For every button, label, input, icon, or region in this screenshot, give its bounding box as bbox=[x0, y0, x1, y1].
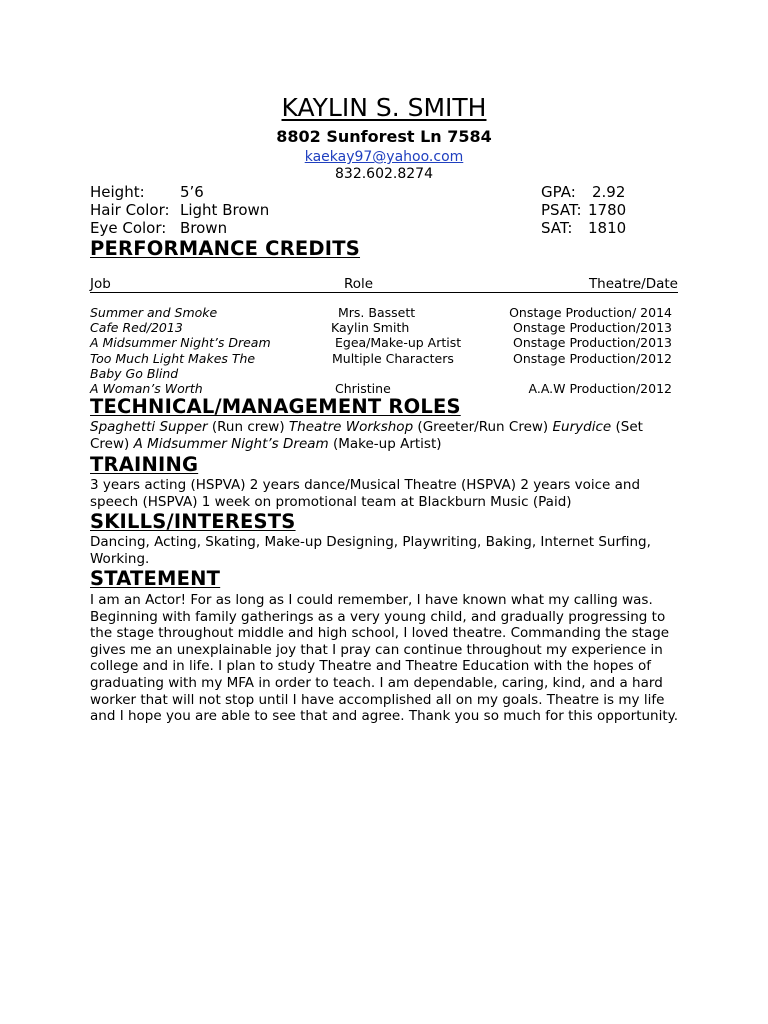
sat-value: 1810 bbox=[588, 219, 627, 237]
role-cell: Multiple Characters bbox=[332, 351, 454, 366]
skills-text: Dancing, Acting, Skating, Make-up Designing, Playwriting, Baking, Internet Surfing, Working. bbox=[90, 534, 651, 567]
technical-heading: TECHNICAL/MANAGEMENT ROLES bbox=[90, 395, 461, 418]
psat-value: 1780 bbox=[588, 201, 627, 219]
role-cell: Christine bbox=[335, 381, 391, 396]
performance-column-headers bbox=[90, 276, 678, 293]
theatre-cell: Onstage Production/2012 bbox=[513, 351, 672, 366]
sat-label: SAT: bbox=[541, 219, 573, 237]
role-cell: Mrs. Bassett bbox=[338, 305, 416, 320]
email[interactable] bbox=[90, 148, 678, 166]
hair-color-value: Light Brown bbox=[180, 201, 270, 219]
column-role: Role bbox=[344, 276, 374, 292]
show-title: Eurydice bbox=[552, 419, 612, 435]
psat-label: PSAT: bbox=[541, 201, 582, 219]
gpa-label: GPA: bbox=[541, 183, 576, 201]
address: 8802 Sunforest Ln 7584 bbox=[276, 127, 492, 146]
statement-heading: STATEMENT bbox=[90, 567, 221, 590]
show-title: Theatre Workshop bbox=[288, 419, 414, 435]
role-cell: Kaylin Smith bbox=[331, 320, 410, 335]
training-text: 3 years acting (HSPVA) 2 years dance/Musical Theatre (HSPVA) 2 years voice and speech (HSPVA) 1 week on promotional team at Blackburn Music (Paid) bbox=[90, 477, 641, 510]
candidate-name: KAYLIN S. SMITH bbox=[281, 93, 487, 122]
job-cell: Cafe Red/2013 bbox=[90, 320, 183, 335]
crew-role: (Set Crew) bbox=[90, 419, 643, 452]
height-value: 5’6 bbox=[180, 183, 204, 201]
gpa-value: 2.92 bbox=[592, 183, 626, 201]
theatre-cell: Onstage Production/2013 bbox=[513, 320, 672, 335]
phone: 832.602.8274 bbox=[335, 166, 433, 182]
theatre-cell: Onstage Production/2013 bbox=[513, 335, 672, 350]
job-cell-continued: Baby Go Blind bbox=[90, 366, 179, 381]
email-link[interactable]: kaekay97@yahoo.com bbox=[304, 149, 464, 165]
statement-text: I am an Actor! For as long as I could remember, I have known what my calling was. Beginning with family gatherings as a very young child, and gradually progressing to the stage throughout middle and high school, I loved theatre. Commanding the stage gives me an unexplainable joy that I pray can continue throughout my experience in college and in life. I plan to study Theatre and Theatre Education with the hopes of graduating with my MFA in order to teach. I am dependable, caring, kind, and a hard worker that will not stop until I have accomplished all on my goals. Theatre is my life and I hope you are able to see that and agree. Thank you so much for this opportunity. bbox=[90, 592, 679, 725]
theatre-cell: A.A.W Production/2012 bbox=[528, 381, 672, 396]
job-cell: A Woman’s Worth bbox=[90, 381, 203, 396]
height-label: Height: bbox=[90, 183, 145, 201]
eye-color-value: Brown bbox=[180, 219, 228, 237]
role-cell: Egea/Make-up Artist bbox=[335, 335, 462, 350]
job-cell: Too Much Light Makes The bbox=[90, 351, 256, 366]
theatre-cell: Onstage Production/ 2014 bbox=[509, 305, 672, 320]
training-heading: TRAINING bbox=[90, 453, 199, 476]
eye-color-label: Eye Color: bbox=[90, 219, 167, 237]
job-cell: Summer and Smoke bbox=[90, 305, 218, 320]
show-title: Spaghetti Supper bbox=[90, 419, 208, 435]
performance-heading: PERFORMANCE CREDITS bbox=[90, 237, 361, 260]
column-theatre-date: Theatre/Date bbox=[588, 276, 678, 292]
technical-roles-text bbox=[90, 419, 678, 452]
hair-color-label: Hair Color: bbox=[90, 201, 170, 219]
crew-role: (Make-up Artist) bbox=[328, 435, 442, 452]
column-job: Job bbox=[90, 276, 111, 292]
crew-role: (Run crew) bbox=[207, 419, 289, 435]
skills-heading: SKILLS/INTERESTS bbox=[90, 510, 296, 533]
job-cell: A Midsummer Night’s Dream bbox=[90, 335, 271, 350]
show-title: A Midsummer Night’s Dream bbox=[133, 435, 329, 452]
crew-role: (Greeter/Run Crew) bbox=[413, 419, 553, 435]
